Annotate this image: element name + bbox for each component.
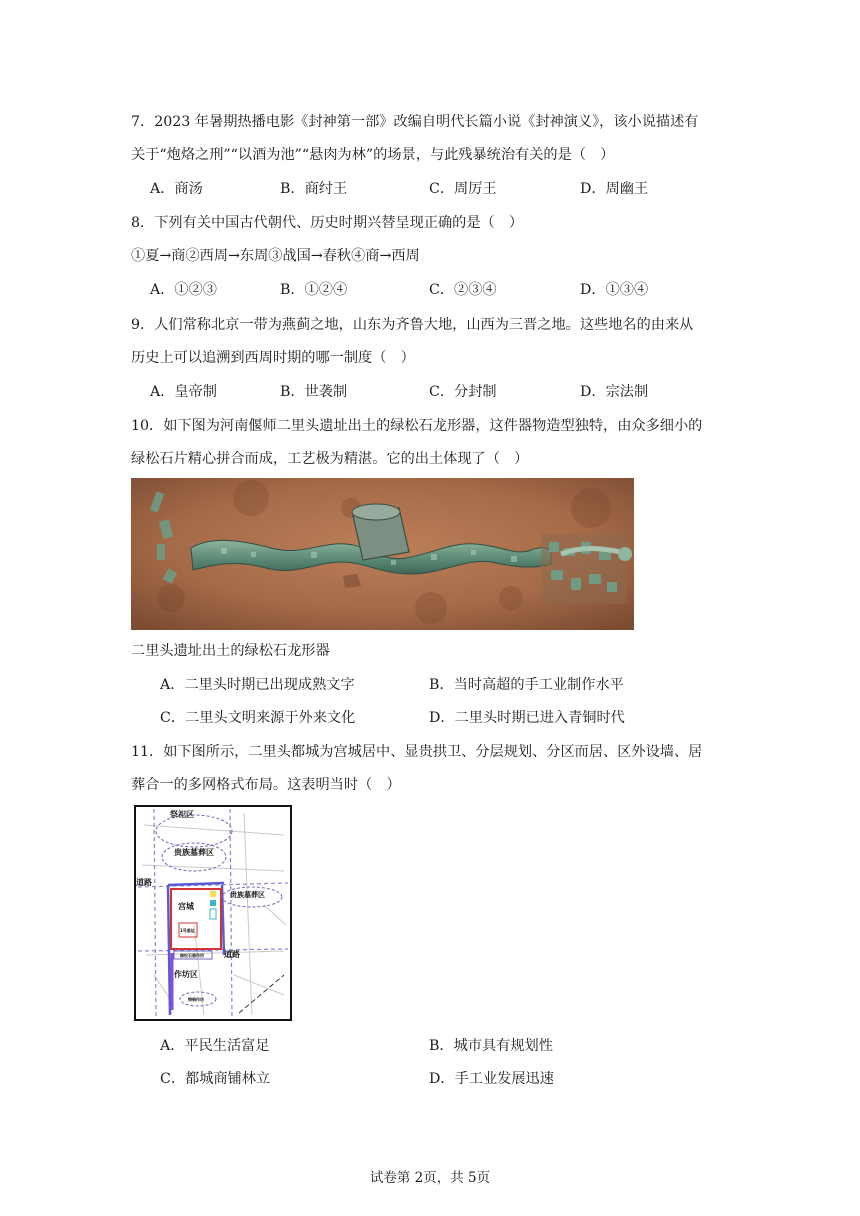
turquoise-dragon-photo xyxy=(131,478,634,630)
map-label-site1: 1号基址 xyxy=(180,928,195,933)
erlitou-city-map xyxy=(134,805,292,1021)
q7-option-d[interactable]: D．周幽王 xyxy=(580,181,649,197)
q7-stem-line2: 关于“炮烙之刑”“以酒为池”“悬肉为林”的场景，与此残暴统治有关的是（ ） xyxy=(131,147,615,163)
q9-stem-line2: 历史上可以追溯到西周时期的哪一制度（ ） xyxy=(131,350,415,366)
q7-stem-line1: 7．2023 年暑期热播电影《封神第一部》改编自明代长篇小说《封神演义》，该小说描述有 xyxy=(131,114,699,130)
photo-caption: 二里头遗址出土的绿松石龙形器 xyxy=(131,643,330,659)
map-label-noble-tomb-top: 贵族墓葬区 xyxy=(174,848,214,857)
q9-option-c[interactable]: C．分封制 xyxy=(429,384,497,400)
map-label-noble-tomb-right: 贵族墓葬区 xyxy=(230,891,265,899)
q11-option-b[interactable]: B．城市具有规划性 xyxy=(429,1038,553,1054)
map-label-road-right: 道路 xyxy=(224,950,240,959)
q9-option-d[interactable]: D．宗法制 xyxy=(580,384,649,400)
q7-option-c[interactable]: C．周厉王 xyxy=(429,181,497,197)
q10-option-b[interactable]: B．当时高超的手工业制作水平 xyxy=(429,677,624,693)
map-label-palace: 宫城 xyxy=(178,902,194,911)
page-footer: 试卷第 2页，共 5页 xyxy=(369,1170,491,1186)
q10-option-d[interactable]: D．二里头时期已进入青铜时代 xyxy=(429,710,625,726)
q9-option-b[interactable]: B．世袭制 xyxy=(280,384,348,400)
q10-option-a[interactable]: A．二里头时期已出现成熟文字 xyxy=(160,677,355,693)
q10-stem-line1: 10．如下图为河南偃师二里头遗址出土的绿松石龙形器，这件器物造型独特，由众多细小的 xyxy=(131,418,703,434)
q10-option-c[interactable]: C．二里头文明来源于外来文化 xyxy=(160,710,356,726)
q8-option-b[interactable]: B．①②④ xyxy=(280,282,348,298)
q9-option-a[interactable]: A．皇帝制 xyxy=(150,384,217,400)
map-label-bronze: 铸铜作坊 xyxy=(188,997,204,1002)
q8-option-a[interactable]: A．①②③ xyxy=(150,282,217,298)
q7-option-a[interactable]: A．商汤 xyxy=(150,181,203,197)
q9-stem-line1: 9．人们常称北京一带为燕蓟之地，山东为齐鲁大地，山西为三晋之地。这些地名的由来从 xyxy=(131,317,694,333)
q10-stem-line2: 绿松石片精心拼合而成，工艺极为精湛。它的出土体现了（ ） xyxy=(131,451,529,467)
q8-stem-line2: ①夏→商②西周→东周③战国→春秋④商→西周 xyxy=(131,248,420,264)
map-label-road-left: 道路 xyxy=(136,878,152,887)
q8-option-c[interactable]: C．②③④ xyxy=(429,282,497,298)
q8-option-d[interactable]: D．①③④ xyxy=(580,282,649,298)
q8-stem-line1: 8．下列有关中国古代朝代、历史时期兴替呈现正确的是（ ） xyxy=(131,215,524,231)
q11-option-d[interactable]: D．手工业发展迅速 xyxy=(429,1071,554,1087)
q11-option-a[interactable]: A．平民生活富足 xyxy=(160,1038,270,1054)
q11-stem-line1: 11．如下图所示，二里头都城为宫城居中、显贵拱卫、分层规划、分区而居、区外设墙、居 xyxy=(131,744,703,760)
map-label-sacrifice: 祭祀区 xyxy=(170,810,194,819)
map-label-turquoise: 绿松石器作坊 xyxy=(180,953,204,958)
q11-stem-line2: 葬合一的多网格式布局。这表明当时（ ） xyxy=(131,777,401,793)
q11-option-c[interactable]: C．都城商铺林立 xyxy=(160,1071,271,1087)
q7-option-b[interactable]: B．商纣王 xyxy=(280,181,348,197)
map-label-workshop: 作坊区 xyxy=(174,970,198,979)
